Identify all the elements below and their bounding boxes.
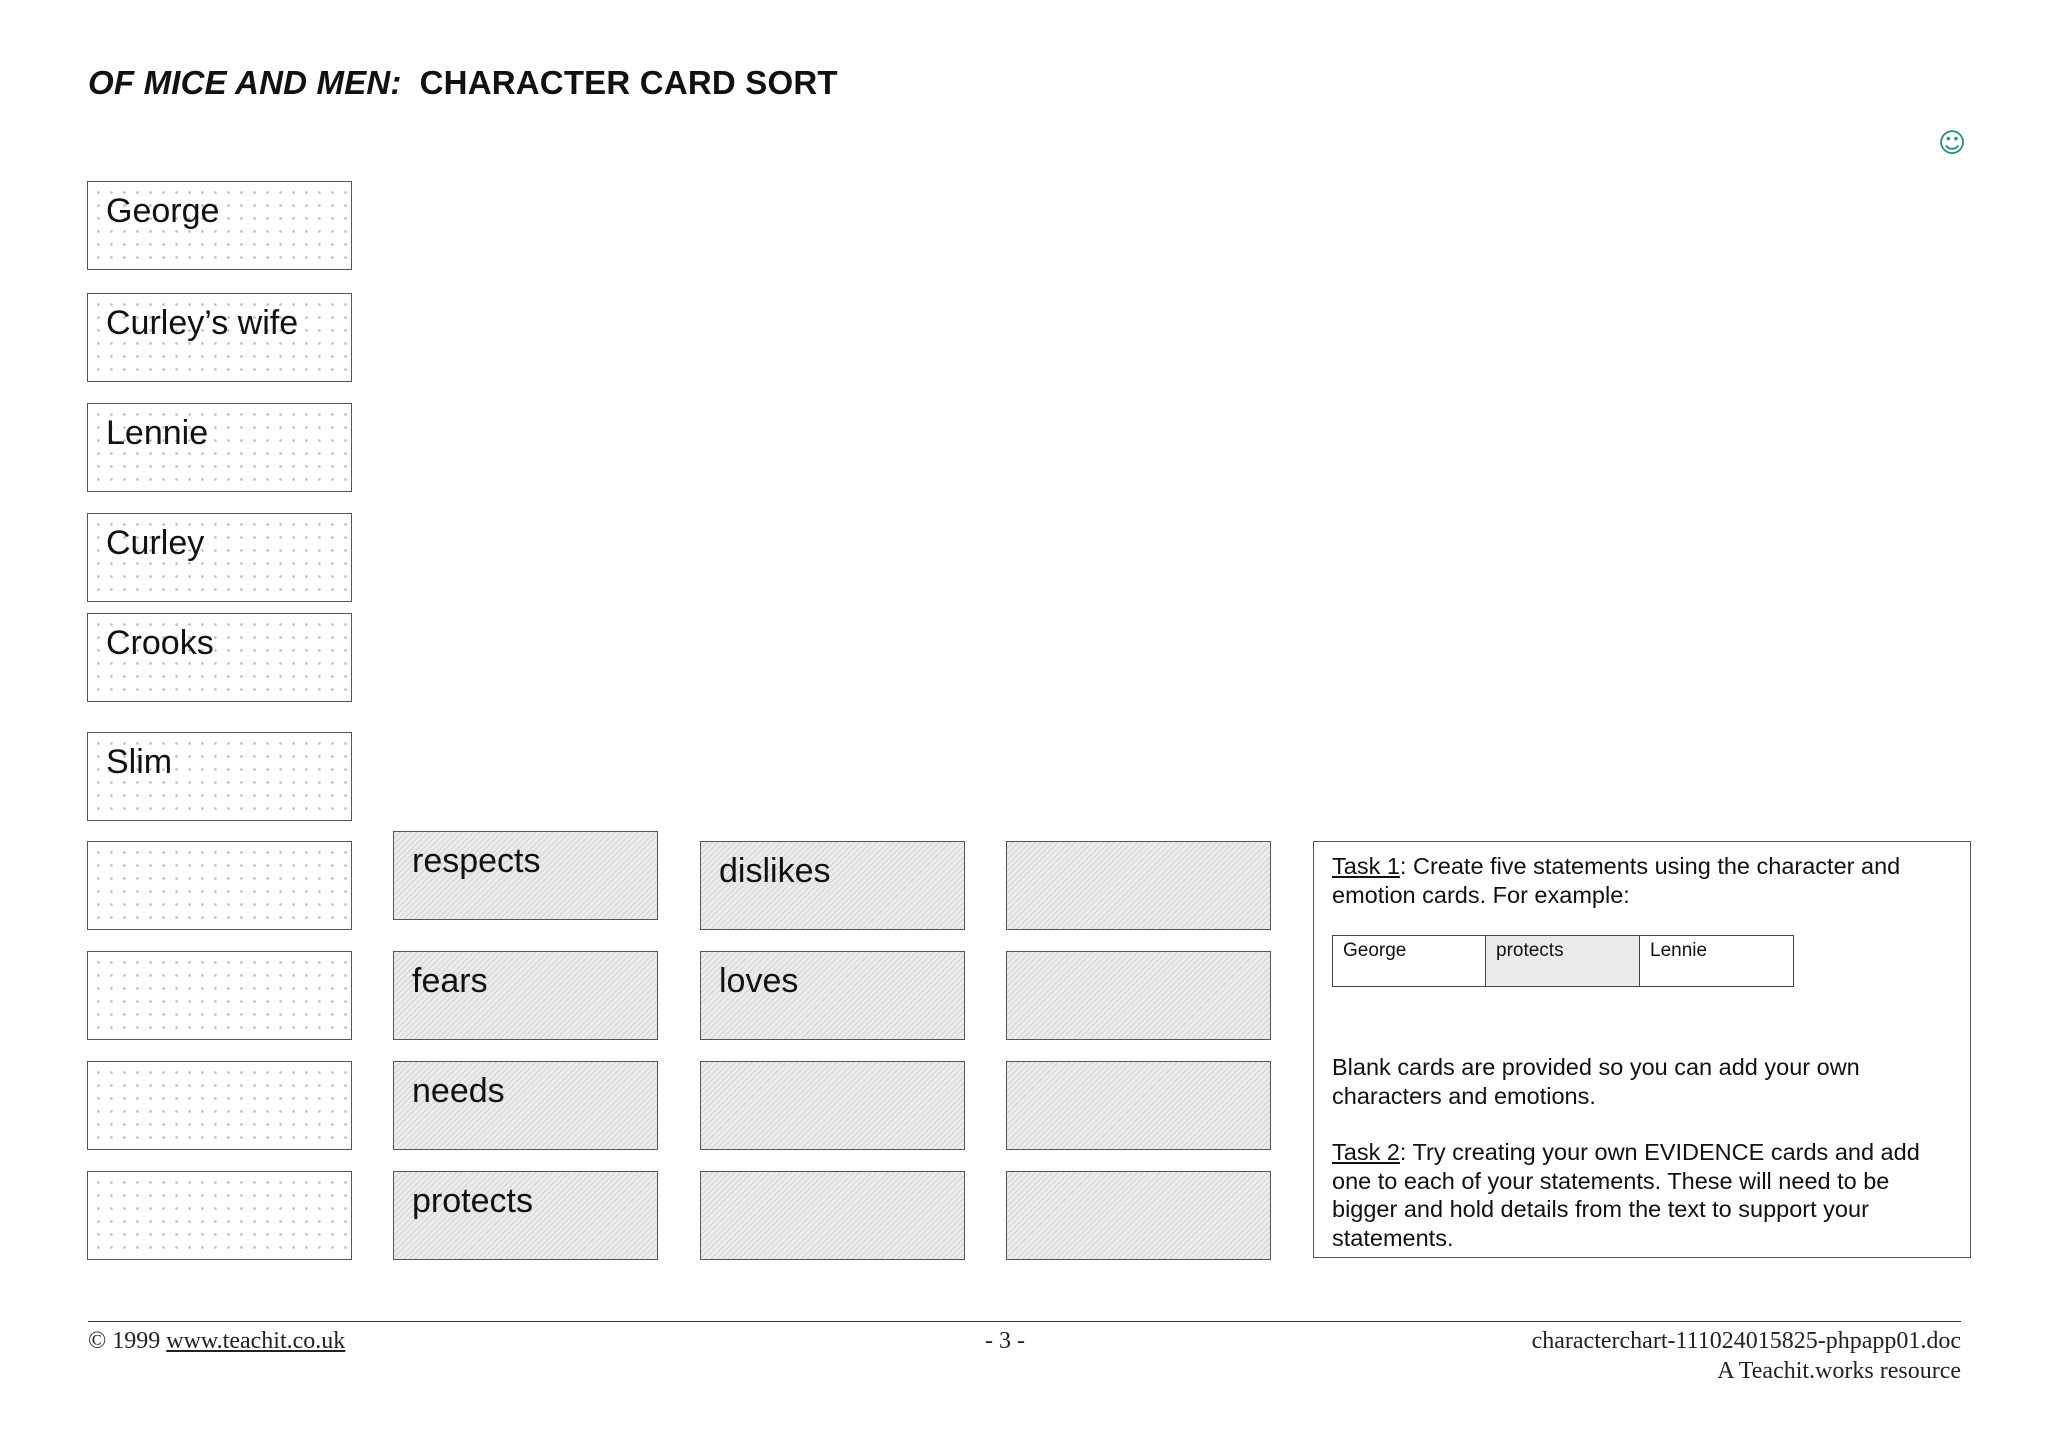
- footer-copyright: © 1999 www.teachit.co.uk: [88, 1328, 346, 1354]
- character-card-slim: Slim: [87, 732, 352, 821]
- emotion-card-protects: protects: [393, 1171, 658, 1260]
- character-card-lennie: Lennie: [87, 403, 352, 492]
- character-card-curley: Curley: [87, 513, 352, 602]
- emotion-card-loves: loves: [700, 951, 965, 1040]
- emotion-card-dislikes: dislikes: [700, 841, 965, 930]
- emotion-card-blank: [1006, 1061, 1271, 1150]
- footer-filename: characterchart-111024015825-phpapp01.doc: [1531, 1328, 1961, 1354]
- page-title: [88, 64, 838, 102]
- character-card-curleys-wife: Curley’s wife: [87, 293, 352, 382]
- blank-cards-note: Blank cards are provided so you can add your own characters and emotions.: [1332, 1054, 1860, 1109]
- character-card-blank: [87, 1061, 352, 1150]
- character-card-blank: [87, 841, 352, 930]
- character-card-george: George: [87, 181, 352, 270]
- example-statement: [1332, 935, 1795, 987]
- footer-resource-note: A Teachit.works resource: [1717, 1358, 1961, 1384]
- example-character-card: Lennie: [1640, 935, 1794, 987]
- example-emotion-card: protects: [1486, 935, 1640, 987]
- emotion-card-blank: [1006, 841, 1271, 930]
- task-2-text: Task 2: Try creating your own EVIDENCE cards and add one to each of your statements. These will need to be bigger and hold details from the text to support your statements.: [1332, 1139, 1920, 1251]
- task-2-label: Task 2: [1332, 1139, 1400, 1165]
- title-rest: CHARACTER CARD SORT: [419, 64, 838, 101]
- character-card-blank: [87, 1171, 352, 1260]
- example-character-card: George: [1332, 935, 1486, 987]
- emotion-card-respects: respects: [393, 831, 658, 920]
- task-1-label: Task 1: [1332, 853, 1400, 879]
- emotion-card-blank: [700, 1061, 965, 1150]
- emotion-card-needs: needs: [393, 1061, 658, 1150]
- character-card-crooks: Crooks: [87, 613, 352, 702]
- task-instructions-box: [1313, 841, 1971, 1258]
- emotion-card-blank: [700, 1171, 965, 1260]
- title-italic: OF MICE AND MEN:: [88, 64, 402, 101]
- footer-divider: [88, 1321, 1961, 1322]
- character-card-blank: [87, 951, 352, 1040]
- footer-file-info: [1532, 1326, 1961, 1386]
- emotion-card-fears: fears: [393, 951, 658, 1040]
- task-1-text: Task 1: Create five statements using the character and emotion cards. For example:: [1332, 853, 1901, 908]
- smiley-icon: ☺: [1938, 128, 1967, 159]
- teachit-link[interactable]: www.teachit.co.uk: [166, 1328, 346, 1354]
- emotion-card-blank: [1006, 951, 1271, 1040]
- page-number: - 3 -: [985, 1328, 1025, 1354]
- emotion-card-blank: [1006, 1171, 1271, 1260]
